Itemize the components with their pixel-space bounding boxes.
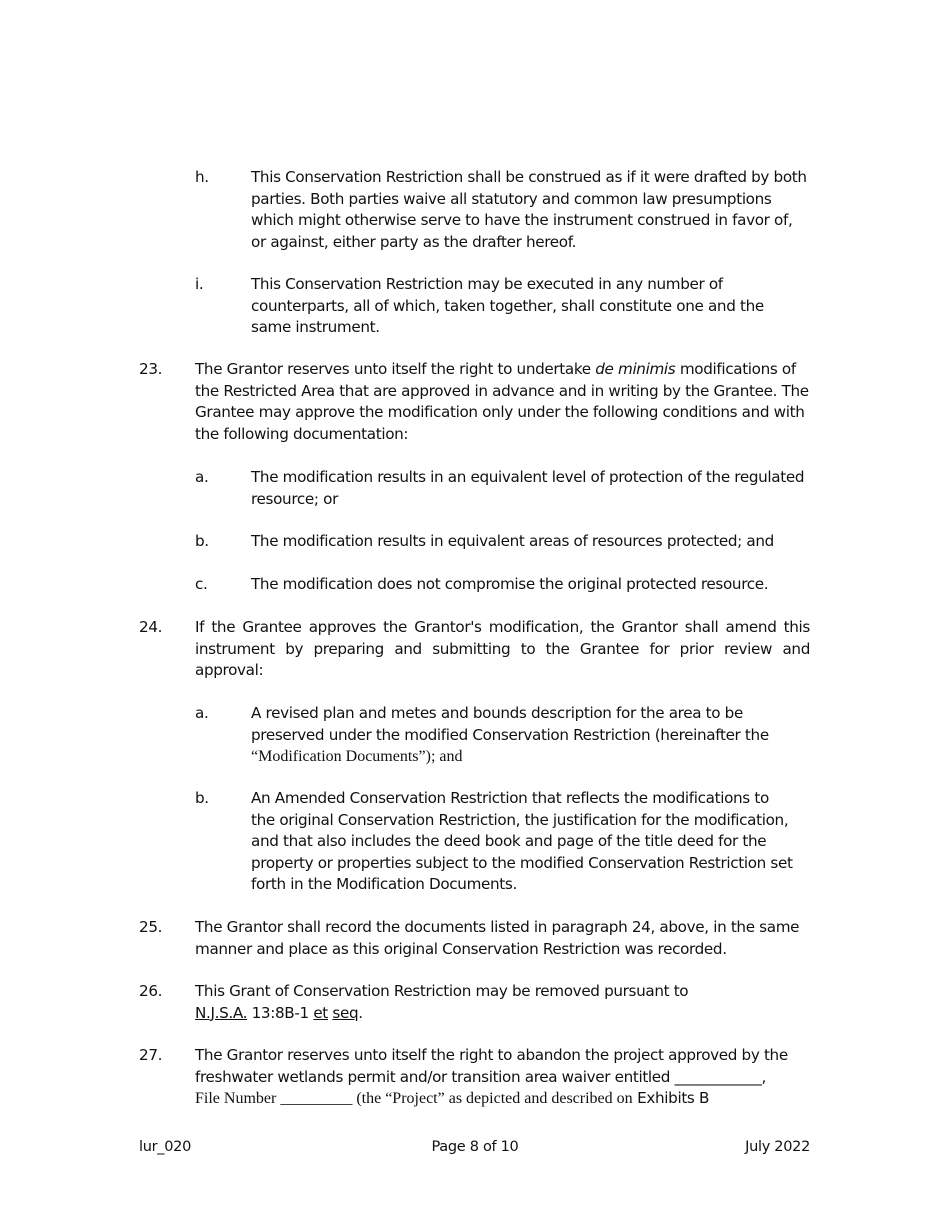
clause-label: h. bbox=[195, 168, 209, 186]
clause-label: b. bbox=[195, 789, 209, 807]
clause-text-part: “Modification Documents”); and bbox=[251, 748, 463, 765]
statute-section: 13:8B-1 bbox=[247, 1003, 314, 1022]
latin-term: de minimis bbox=[595, 360, 676, 378]
paragraph-text-part: The Grantor reserves unto itself the right to undertake bbox=[195, 360, 596, 378]
paragraph-end: . bbox=[358, 1003, 363, 1022]
paragraph-text: The Grantor shall record the documents listed in paragraph 24, above, in the same manner and place as this original Conservation Restriction was recorded. bbox=[195, 918, 800, 958]
paragraph-number: 27. bbox=[139, 1046, 163, 1064]
paragraph-text bbox=[195, 359, 815, 445]
footer-form-id: lur_020 bbox=[139, 1139, 192, 1155]
clause-label: a. bbox=[195, 704, 209, 722]
citation-seq: seq bbox=[332, 1003, 359, 1022]
footer-date: July 2022 bbox=[745, 1139, 810, 1155]
clause-text: The modification does not compromise the original protected resource. bbox=[251, 575, 769, 593]
clause-label: i. bbox=[195, 275, 204, 293]
paragraph-text-part: File Number _________ (the “Project” as depicted and described on bbox=[195, 1090, 633, 1107]
paragraph-text-part: This Grant of Conservation Restriction may be removed pursuant to bbox=[195, 982, 689, 1000]
paragraph-number: 24. bbox=[139, 618, 163, 636]
clause-text-part: A revised plan and metes and bounds description for the area to be preserved under the modified Conservation Restriction (hereinafter the bbox=[251, 704, 769, 744]
clause-label: c. bbox=[195, 575, 208, 593]
clause-text: The modification results in an equivalent level of protection of the regulated resource; or bbox=[251, 468, 805, 508]
paragraph-text-part: The Grantor reserves unto itself the right to abandon the project approved by the freshwater wetlands permit and/or transition area waiver entitled ____________, bbox=[195, 1046, 788, 1086]
footer-page-number: Page 8 of 10 bbox=[431, 1139, 519, 1155]
paragraph-text-part: Exhibits B bbox=[632, 1089, 710, 1107]
clause-text: An Amended Conservation Restriction that reflects the modifications to the original Conservation Restriction, the justification for the modification, and that also includes the deed book and page of the title deed for the property or properties subject to the modified Conservation Restriction set forth in the Modification Documents. bbox=[251, 789, 793, 893]
paragraph-text: If the Grantee approves the Grantor's modification, the Grantor shall amend this instrument by preparing and submitting to the Grantee for prior review and approval: bbox=[195, 618, 810, 679]
paragraph-text-part: modifications of the Restricted Area that are approved in advance and in writing by the Grantee. The Grantee may approve the modification only under the following conditions and with the following documentation: bbox=[195, 360, 809, 443]
clause-label: b. bbox=[195, 532, 209, 550]
clause-label: a. bbox=[195, 468, 209, 486]
paragraph-number: 23. bbox=[139, 360, 163, 378]
clause-text: The modification results in equivalent areas of resources protected; and bbox=[251, 532, 774, 550]
clause-text: This Conservation Restriction shall be construed as if it were drafted by both parties. Both parties waive all statutory and common law presumptions which might otherwise serve to have the instrument construed in favor of, or against, either party as the drafter hereof. bbox=[251, 168, 807, 251]
clause-text: This Conservation Restriction may be executed in any number of counterparts, all of which, taken together, shall constitute one and the same instrument. bbox=[251, 275, 764, 336]
paragraph-number: 25. bbox=[139, 918, 163, 936]
paragraph-number: 26. bbox=[139, 982, 163, 1000]
paragraph-text bbox=[195, 981, 815, 1024]
clause-text bbox=[251, 703, 791, 768]
statute-citation: N.J.S.A. bbox=[195, 1003, 248, 1022]
paragraph-text bbox=[195, 1045, 805, 1110]
citation-et: et bbox=[313, 1003, 328, 1022]
